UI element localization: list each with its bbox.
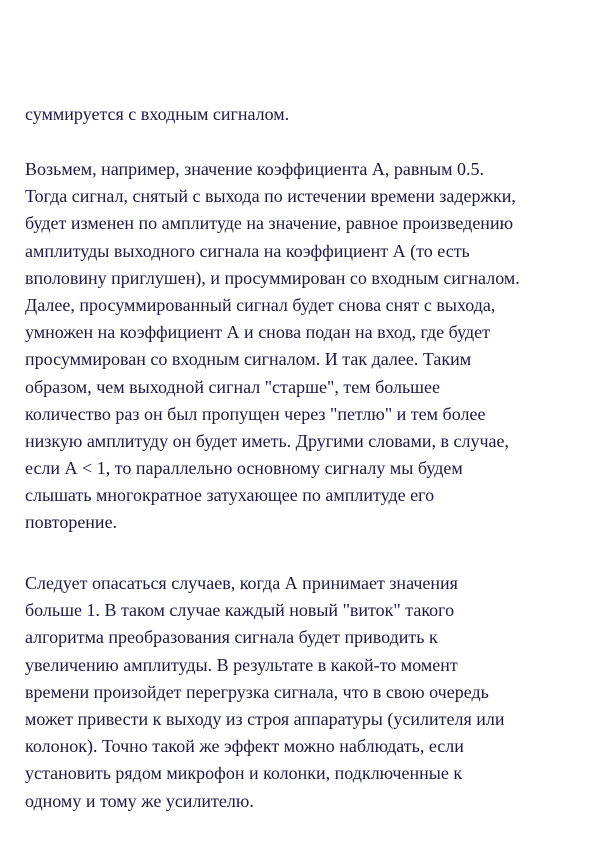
text-line: колонок). Точно такой же эффект можно наблюдать, если [25,736,464,757]
paragraph-coefficient-example [25,156,580,537]
text-line: установить рядом микрофон и колонки, подключенные к [25,763,463,784]
text-line: количество раз он был пропущен через "петлю" и тем более [25,403,486,424]
text-line: больше 1. В таком случае каждый новый "виток" такого [25,600,455,621]
text-line: суммируется с входным сигналом. [25,104,290,124]
paragraph-continuation [25,101,580,128]
text-line: если А < 1, то параллельно основному сигналу мы будем [25,458,463,479]
text-line: амплитуды выходного сигнала на коэффициент А (то есть [25,240,470,261]
text-line: вполовину приглушен), и просуммирован со входным сигналом. [25,267,520,288]
text-line: Возьмем, например, значение коэффициента А, равным 0.5. [25,159,485,179]
text-line: Следует опасаться случаев, когда А принимает значения [25,573,458,593]
text-line: одному и тому же усилителю. [25,790,254,811]
text-line: времени произойдет перегрузка сигнала, что в свою очередь [25,681,489,702]
text-line: Тогда сигнал, снятый с выхода по истечении времени задержки, [25,186,516,207]
text-line: увеличению амплитуды. В результате в какой-то момент [25,654,458,675]
text-line: низкую амплитуду он будет иметь. Другими словами, в случае, [25,430,509,451]
text-line: Далее, просуммированный сигнал будет снова снят с выхода, [25,294,496,315]
text-line: повторение. [25,512,118,533]
text-line: слышать многократное затухающее по амплитуде его [25,485,435,506]
text-line: алгоритма преобразования сигнала будет приводить к [25,627,438,648]
text-line: просуммирован со входным сигналом. И так далее. Таким [25,349,472,370]
paragraph-overload-warning [25,570,580,815]
text-line: будет изменен по амплитуде на значение, равное произведению [25,213,514,234]
text-line: умножен на коэффициент А и снова подан на вход, где будет [25,322,491,343]
text-line: образом, чем выходной сигнал "старше", тем большее [25,376,441,397]
text-line: может привести к выходу из строя аппаратуры (усилителя или [25,708,505,729]
